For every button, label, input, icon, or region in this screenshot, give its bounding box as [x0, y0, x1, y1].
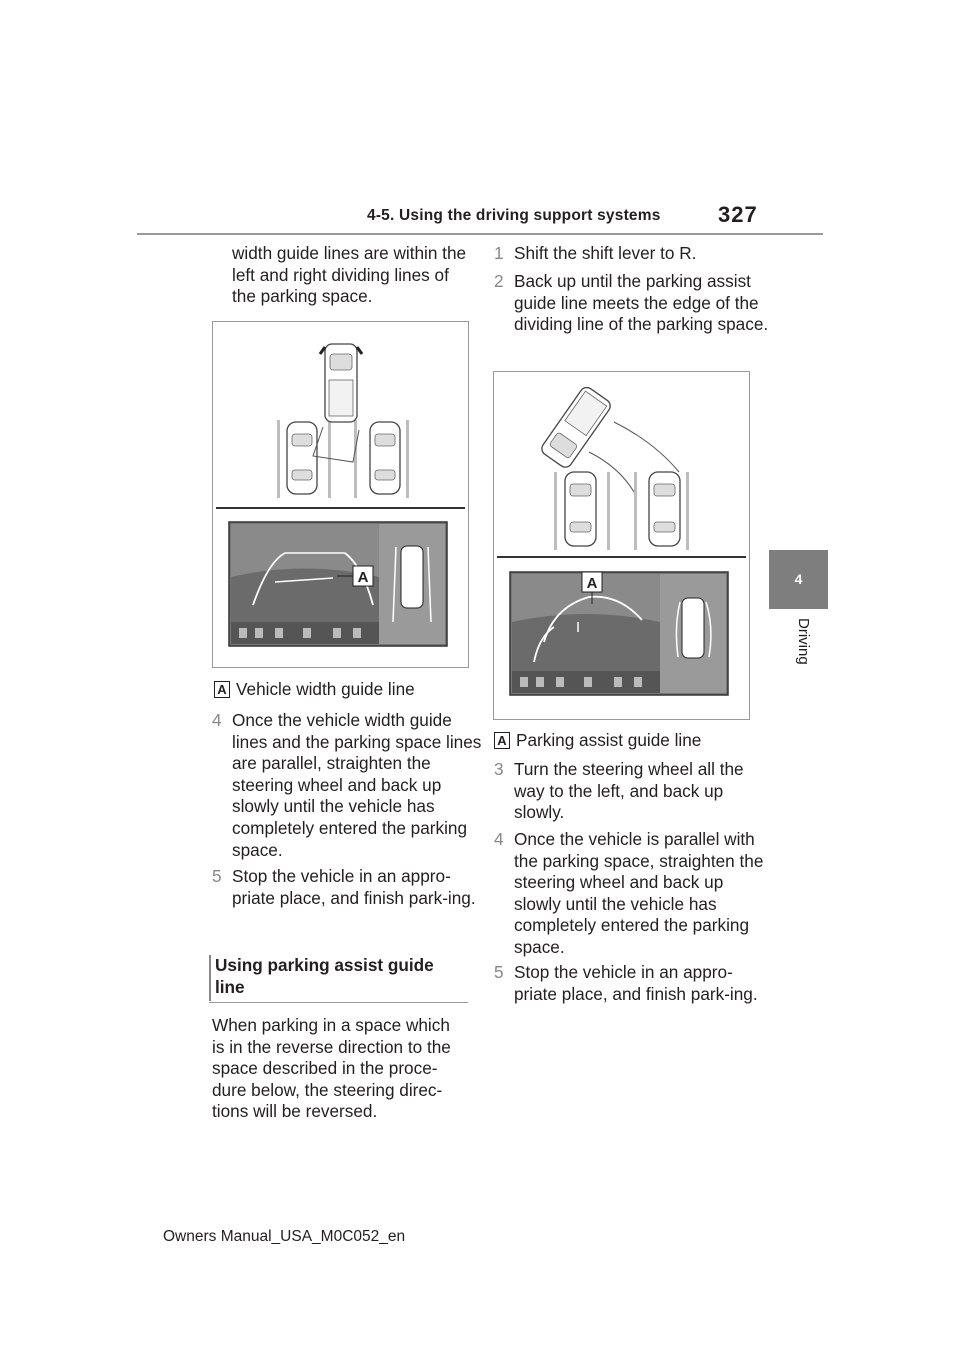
figure2-caption: A Parking assist guide line [494, 730, 766, 752]
parked-car-left [565, 472, 596, 546]
figure-vehicle-width-guide [212, 321, 469, 668]
figure-illustration [494, 372, 749, 719]
figure-divider [497, 556, 746, 558]
figure-divider [216, 507, 465, 509]
heading-rule [209, 1002, 468, 1003]
callout-label: A [586, 575, 598, 592]
footer-manual-id: Owners Manual_USA_M0C052_en [163, 1228, 406, 1245]
step-item: 4 Once the vehicle is parallel with the parking space, straighten the steering wheel and back up slowly until the vehicle has completely entered the parking space. [494, 829, 764, 957]
reversing-vehicle [539, 385, 613, 470]
intro-text: width guide lines are within the left and right dividing lines of the parking space. [232, 243, 467, 307]
parking-line [354, 420, 357, 498]
callout-label: A [357, 569, 369, 586]
figure-parking-assist-guide [493, 371, 750, 720]
step-item: 5 Stop the vehicle in an appro-priate place, and finish park-ing. [494, 962, 758, 1004]
reversing-vehicle [320, 344, 362, 422]
parking-line [406, 420, 409, 498]
step-item: 3 Turn the steering wheel all the way to the left, and back up slowly. [494, 759, 744, 823]
step-item: 5 Stop the vehicle in an appro-priate place, and finish park-ing. [212, 866, 476, 908]
section-title: 4-5. Using the driving support systems [367, 207, 661, 224]
step-item: 2 Back up until the parking assist guide line meets the edge of the dividing line of the parking space. [494, 271, 769, 335]
step-item: 4 Once the vehicle width guide lines and the parking space lines are parallel, straighten the steering wheel and back up slowly until the vehicle has completely entered the parking space. [212, 710, 482, 860]
figure-illustration [213, 322, 468, 667]
caption-marker: A [494, 732, 510, 749]
parked-car-left [287, 422, 317, 494]
parking-line [277, 420, 280, 498]
heading-accent [209, 955, 211, 1001]
parking-line [607, 472, 610, 550]
parking-line [686, 472, 689, 550]
page-number: 327 [718, 202, 758, 227]
step-item: 1 Shift the shift lever to R. [494, 243, 697, 263]
parked-car-right [370, 422, 400, 494]
parked-car-right [649, 472, 680, 546]
parking-line [554, 472, 557, 550]
figure1-caption: A Vehicle width guide line [214, 679, 486, 701]
chapter-name: Driving [795, 618, 812, 665]
parking-line [634, 472, 637, 550]
body-paragraph: When parking in a space which is in the reverse direction to the space described in the proce-dure below, the steering direc-tions will be reversed. [212, 1015, 451, 1122]
header-rule [137, 233, 823, 235]
chapter-tab[interactable]: 4 [769, 550, 828, 609]
section-heading: Using parking assist guide line [215, 955, 434, 997]
caption-marker: A [214, 681, 230, 698]
